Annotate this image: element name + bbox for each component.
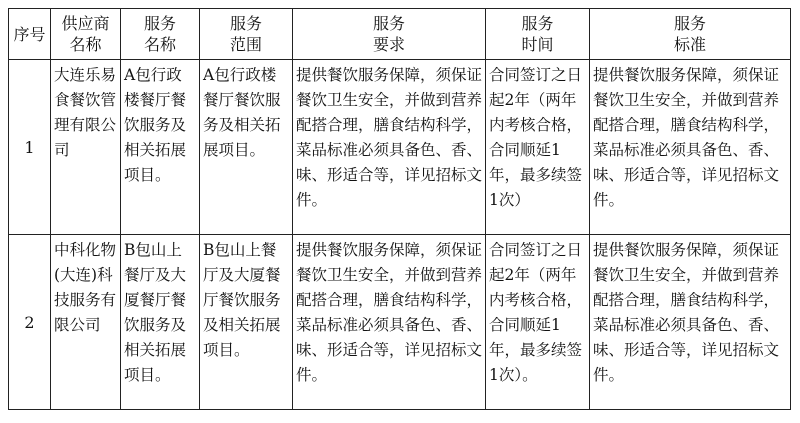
service-scope: A包行政楼餐厅餐饮服务及相关拓展项目。	[200, 60, 293, 235]
row-index: 1	[9, 60, 51, 235]
supplier-name: 大连乐易食餐饮管理有限公司	[51, 60, 121, 235]
service-scope: B包山上餐厅及大厦餐厅餐饮服务及相关拓展项目。	[200, 235, 293, 410]
table-row	[9, 60, 791, 235]
header-supplier: 供应商 名称	[51, 9, 121, 60]
header-time: 服务 时间	[486, 9, 590, 60]
service-requirement: 提供餐饮服务保障，须保证餐饮卫生安全，并做到营养配搭合理，膳食结构科学，菜品标准必须具备色、香、味、形适合等，详见招标文件。	[293, 60, 486, 235]
header-scope: 服务 范围	[200, 9, 293, 60]
service-name: A包行政楼餐厅餐饮服务及相关拓展项目。	[121, 60, 200, 235]
service-time: 合同签订之日起2年（两年内考核合格，合同顺延1年，最多续签1次）。	[486, 235, 590, 410]
service-table	[8, 8, 791, 410]
service-name: B包山上餐厅及大厦餐厅餐饮服务及相关拓展项目。	[121, 235, 200, 410]
service-time: 合同签订之日起2年（两年内考核合格，合同顺延1年，最多续签1次）	[486, 60, 590, 235]
service-standard: 提供餐饮服务保障，须保证餐饮卫生安全，并做到营养配搭合理，膳食结构科学，菜品标准必须具备色、香、味、形适合等，详见招标文件。	[590, 235, 791, 410]
service-requirement: 提供餐饮服务保障，须保证餐饮卫生安全，并做到营养配搭合理，膳食结构科学，菜品标准必须具备色、香、味、形适合等，详见招标文件。	[293, 235, 486, 410]
row-index: 2	[9, 235, 51, 410]
header-row	[9, 9, 791, 60]
header-standard: 服务 标准	[590, 9, 791, 60]
header-index: 序号	[9, 9, 51, 60]
supplier-name: 中科化物(大连)科技服务有限公司	[51, 235, 121, 410]
header-service-name: 服务 名称	[121, 9, 200, 60]
table-row	[9, 235, 791, 410]
service-standard: 提供餐饮服务保障，须保证餐饮卫生安全，并做到营养配搭合理，膳食结构科学，菜品标准必须具备色、香、味、形适合等，详见招标文件。	[590, 60, 791, 235]
header-requirement: 服务 要求	[293, 9, 486, 60]
